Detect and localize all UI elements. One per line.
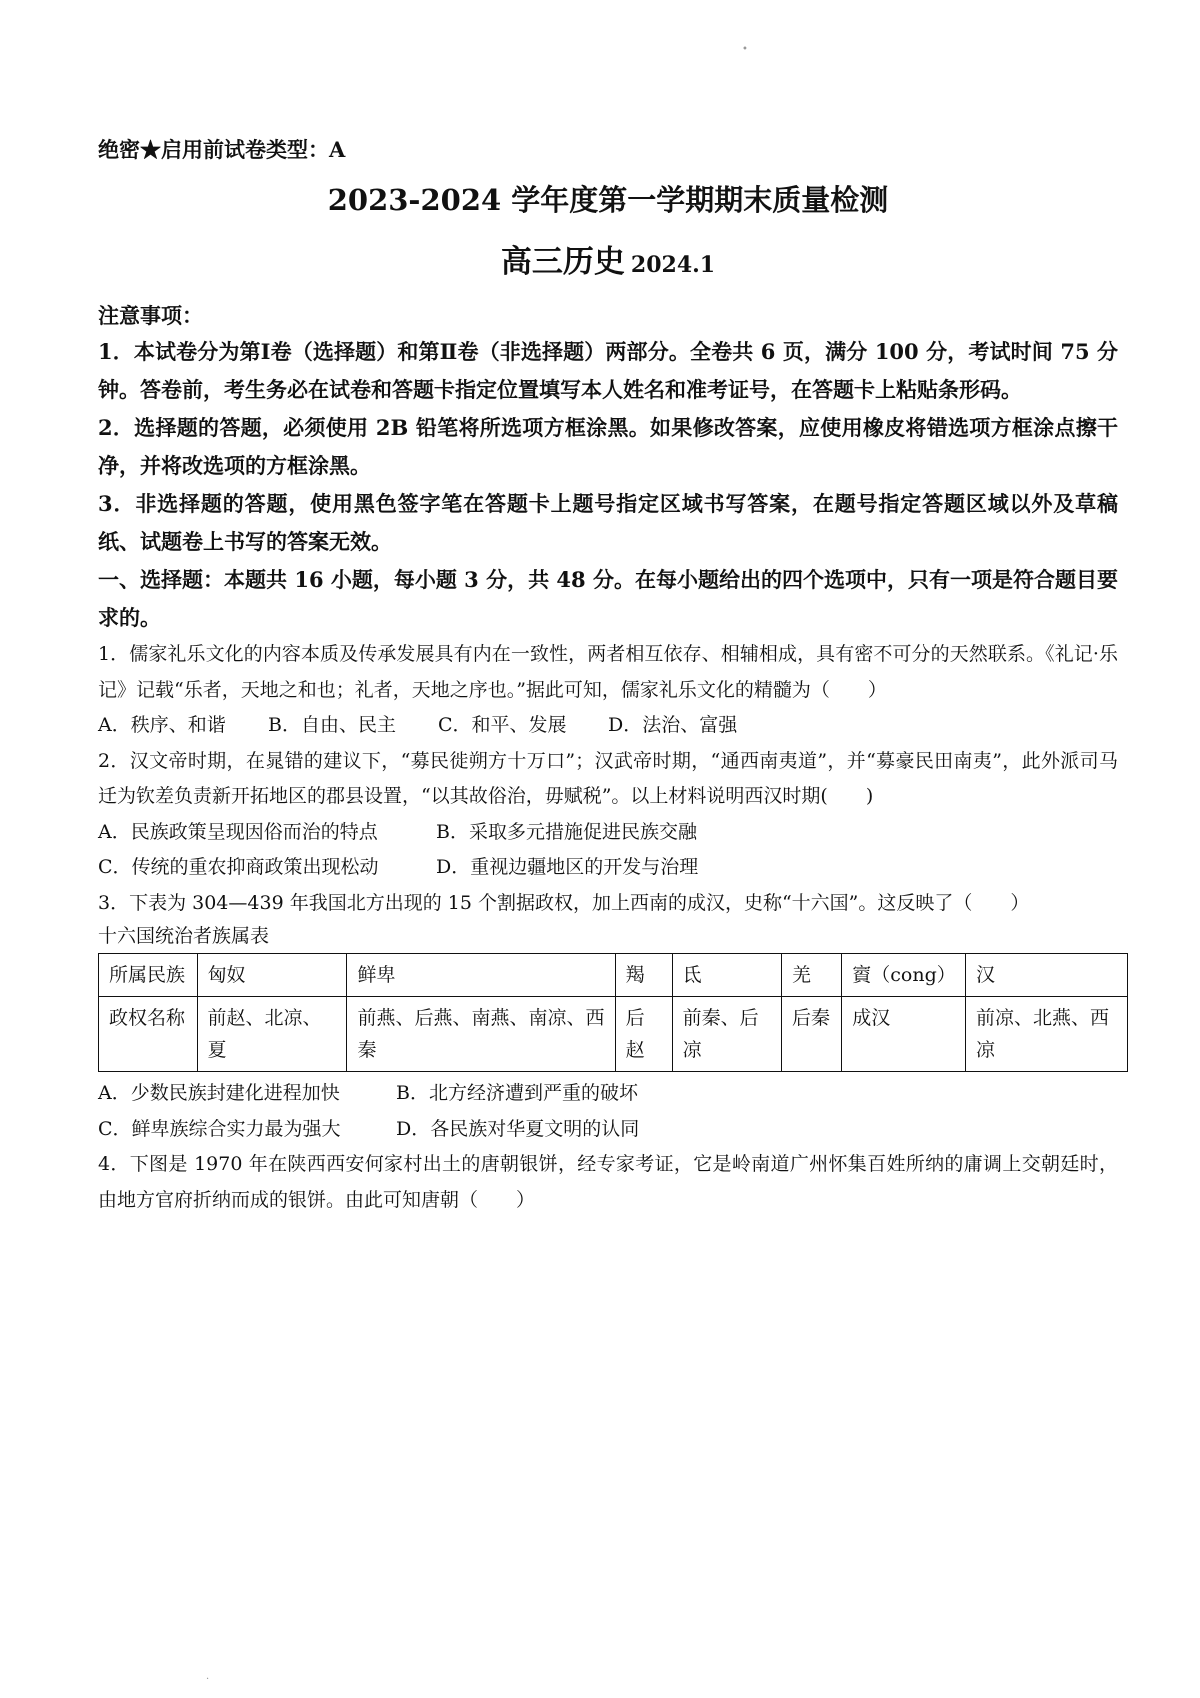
question-2-options-row <box>98 850 1118 886</box>
table-caption: 十六国统治者族属表 <box>98 925 270 947</box>
notice-item: 2．选择题的答题，必须使用 2B 铅笔将所选项方框涂黑。如果修改答案，应使用橡皮将错选项方框涂点擦干净，并将改选项的方框涂黑。 <box>98 415 1118 478</box>
table-row <box>99 954 1128 997</box>
notice-item: 3．非选择题的答题，使用黑色签字笔在答题卡上题号指定区域书写答案，在题号指定答题区域以外及草稿纸、试题卷上书写的答案无效。 <box>98 491 1118 554</box>
section-heading: 一、选择题：本题共 16 小题，每小题 3 分，共 48 分。在每小题给出的四个选项中，只有一项是符合题目要求的。 <box>98 567 1118 630</box>
table-row <box>99 997 1128 1072</box>
notice-item: 1．本试卷分为第Ⅰ卷（选择题）和第Ⅱ卷（非选择题）两部分。全卷共 6 页，满分 100 分，考试时间 75 分钟。答卷前，考生务必在试卷和答题卡指定位置填写本人姓名和准考证号，在答题卡上粘贴条形码。 <box>98 339 1118 402</box>
option-d: D．各民族对华夏文明的认同 <box>396 1117 640 1140</box>
option-d: D．重视边疆地区的开发与治理 <box>436 856 699 878</box>
scan-dot: · <box>206 1674 210 1685</box>
table-cell: 羯 <box>615 954 672 997</box>
table-cell: 后赵 <box>615 997 672 1072</box>
table-cell: 后秦 <box>782 997 842 1072</box>
option-b: B．北方经济遭到严重的破坏 <box>396 1082 638 1104</box>
table-cell: 政权名称 <box>99 997 198 1072</box>
option-a: A．秩序、和谐 <box>98 714 226 736</box>
question-1-options <box>98 708 1118 744</box>
question-3-options-row <box>98 1112 1118 1148</box>
table-cell: 氐 <box>672 954 781 997</box>
option-d: D．法治、富强 <box>608 714 738 736</box>
question-2-options-row <box>98 815 1118 851</box>
table-cell: 前凉、北燕、西凉 <box>965 997 1127 1072</box>
scan-dot: • <box>742 44 748 55</box>
exam-subtitle <box>98 240 1118 289</box>
exam-date: 2024.1 <box>630 252 716 278</box>
question-3-stem: 3．下表为 304—439 年我国北方出现的 15 个割据政权，加上西南的成汉，史称“十六国”。这反映了（ ） <box>98 891 1030 914</box>
question-2-stem: 2．汉文帝时期，在晁错的建议下，“募民徙朔方十万口”；汉武帝时期，“通西南夷道”，并“募豪民田南夷”，此外派司马迁为钦差负责新开拓地区的郡县设置，“以其故俗治，毋赋税”。以上材料说明西汉时期( ) <box>98 749 1118 807</box>
exam-content <box>98 136 1118 1218</box>
question-4-stem: 4．下图是 1970 年在陕西西安何家村出土的唐朝银饼，经专家考证，它是岭南道广州怀集百姓所纳的庸调上交朝廷时，由地方官府折纳而成的银饼。由此可知唐朝（ ） <box>98 1153 1118 1211</box>
question-3-options-row <box>98 1076 1118 1112</box>
option-a: A．少数民族封建化进程加快 <box>98 1082 340 1104</box>
table-cell: 前赵、北凉、夏 <box>197 997 347 1072</box>
table-cell: 匈奴 <box>197 954 347 997</box>
table-cell: 前秦、后凉 <box>672 997 781 1072</box>
secret-label: 绝密★启用前试卷类型：A <box>98 137 346 162</box>
table-cell: 前燕、后燕、南燕、南凉、西秦 <box>347 997 615 1072</box>
notice-heading: 注意事项： <box>98 303 203 328</box>
option-b: B．采取多元措施促进民族交融 <box>436 820 697 843</box>
option-b: B．自由、民主 <box>268 714 396 736</box>
table-cell: 所属民族 <box>99 954 198 997</box>
table-cell: 汉 <box>965 954 1127 997</box>
table-cell: 鲜卑 <box>347 954 615 997</box>
exam-title: 2023-2024 学年度第一学期期末质量检测 <box>327 183 889 217</box>
option-c: C．和平、发展 <box>438 714 567 736</box>
option-c: C．传统的重农抑商政策出现松动 <box>98 856 379 878</box>
table-cell: 羌 <box>782 954 842 997</box>
option-c: C．鲜卑族综合实力最为强大 <box>98 1117 341 1140</box>
table-cell: 成汉 <box>842 997 966 1072</box>
nations-table <box>98 953 1128 1072</box>
subject-label: 高三历史 <box>500 244 625 280</box>
table-cell: 賨（cong） <box>842 954 966 997</box>
option-a: A．民族政策呈现因俗而治的特点 <box>98 820 378 843</box>
question-1-stem: 1．儒家礼乐文化的内容本质及传承发展具有内在一致性，两者相互依存、相辅相成，具有密不可分的天然联系。《礼记·乐记》记载“乐者，天地之和也；礼者，天地之序也。”据此可知，儒家礼乐文化的精髓为（ ） <box>98 643 1118 701</box>
